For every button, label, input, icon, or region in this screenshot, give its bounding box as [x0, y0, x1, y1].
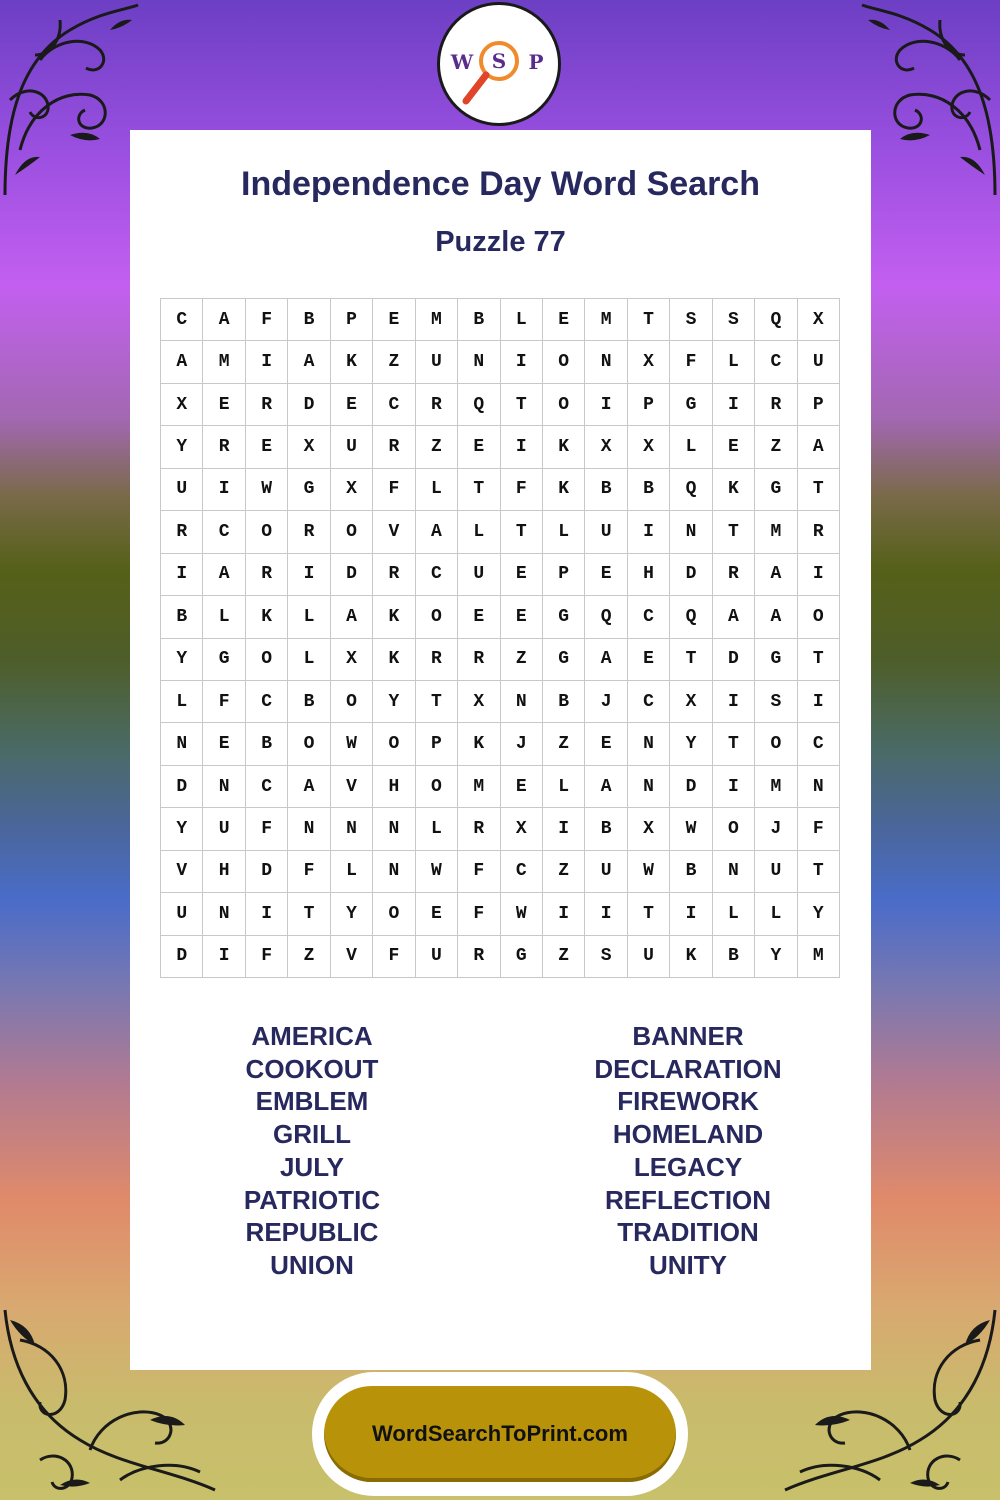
grid-cell: U	[585, 851, 627, 893]
grid-cell: K	[458, 723, 500, 765]
grid-cell: R	[203, 426, 245, 468]
grid-cell: O	[288, 723, 330, 765]
grid-cell: G	[501, 936, 543, 978]
grid-cell: D	[713, 639, 755, 681]
flourish-top-right-icon	[860, 0, 1000, 200]
grid-cell: U	[755, 851, 797, 893]
grid-cell: Z	[543, 936, 585, 978]
word-list-item: TRADITION	[617, 1217, 759, 1248]
grid-cell: N	[670, 511, 712, 553]
grid-cell: W	[416, 851, 458, 893]
grid-cell: F	[458, 851, 500, 893]
grid-cell: K	[713, 469, 755, 511]
grid-cell: I	[161, 554, 203, 596]
grid-cell: C	[628, 681, 670, 723]
grid-cell: G	[755, 469, 797, 511]
grid-cell: I	[713, 766, 755, 808]
grid-cell: Y	[331, 893, 373, 935]
grid-cell: R	[416, 639, 458, 681]
grid-cell: Z	[288, 936, 330, 978]
grid-cell: O	[373, 723, 415, 765]
grid-cell: Z	[755, 426, 797, 468]
grid-cell: M	[416, 299, 458, 341]
word-list-item: EMBLEM	[255, 1086, 369, 1117]
grid-cell: S	[670, 299, 712, 341]
grid-cell: T	[288, 893, 330, 935]
grid-cell: I	[246, 341, 288, 383]
grid-cell: X	[798, 299, 840, 341]
grid-cell: I	[713, 681, 755, 723]
grid-cell: T	[628, 893, 670, 935]
grid-cell: A	[203, 554, 245, 596]
grid-cell: I	[670, 893, 712, 935]
grid-cell: A	[288, 341, 330, 383]
grid-cell: U	[798, 341, 840, 383]
grid-cell: F	[203, 681, 245, 723]
grid-cell: Q	[670, 596, 712, 638]
grid-cell: K	[246, 596, 288, 638]
grid-cell: D	[288, 384, 330, 426]
grid-cell: U	[458, 554, 500, 596]
wsp-logo	[437, 2, 561, 126]
grid-cell: F	[246, 808, 288, 850]
grid-cell: I	[798, 554, 840, 596]
website-button[interactable]: WordSearchToPrint.com	[324, 1386, 676, 1482]
grid-cell: I	[246, 893, 288, 935]
grid-cell: Y	[670, 723, 712, 765]
grid-cell: E	[458, 596, 500, 638]
grid-cell: L	[713, 893, 755, 935]
grid-cell: C	[246, 681, 288, 723]
grid-cell: L	[755, 893, 797, 935]
letter-grid	[160, 298, 840, 978]
grid-cell: U	[585, 511, 627, 553]
logo-letter-p: P	[528, 50, 544, 74]
grid-cell: I	[798, 681, 840, 723]
grid-cell: A	[755, 554, 797, 596]
word-list-item: DECLARATION	[594, 1053, 782, 1084]
grid-cell: X	[331, 469, 373, 511]
word-list-item: REPUBLIC	[245, 1217, 379, 1248]
grid-cell: R	[373, 554, 415, 596]
grid-cell: L	[501, 299, 543, 341]
grid-cell: Q	[670, 469, 712, 511]
grid-cell: A	[798, 426, 840, 468]
grid-cell: N	[373, 851, 415, 893]
grid-cell: B	[585, 808, 627, 850]
grid-cell: M	[755, 511, 797, 553]
grid-cell: G	[288, 469, 330, 511]
grid-cell: X	[628, 426, 670, 468]
grid-cell: L	[288, 596, 330, 638]
grid-cell: N	[798, 766, 840, 808]
grid-cell: F	[798, 808, 840, 850]
grid-cell: Y	[161, 639, 203, 681]
grid-cell: T	[416, 681, 458, 723]
grid-cell: L	[288, 639, 330, 681]
grid-cell: C	[798, 723, 840, 765]
grid-cell: P	[798, 384, 840, 426]
grid-cell: D	[246, 851, 288, 893]
grid-cell: G	[670, 384, 712, 426]
grid-cell: I	[543, 808, 585, 850]
grid-cell: K	[543, 426, 585, 468]
grid-cell: C	[246, 766, 288, 808]
grid-cell: T	[501, 384, 543, 426]
grid-cell: H	[203, 851, 245, 893]
grid-cell: O	[798, 596, 840, 638]
grid-cell: E	[458, 426, 500, 468]
grid-cell: V	[161, 851, 203, 893]
grid-cell: V	[331, 936, 373, 978]
grid-cell: B	[288, 299, 330, 341]
grid-cell: N	[458, 341, 500, 383]
grid-cell: S	[585, 936, 627, 978]
grid-cell: N	[161, 723, 203, 765]
grid-cell: Q	[755, 299, 797, 341]
word-list-item: COOKOUT	[245, 1053, 379, 1084]
grid-cell: K	[543, 469, 585, 511]
grid-cell: R	[798, 511, 840, 553]
grid-cell: B	[585, 469, 627, 511]
grid-cell: X	[331, 639, 373, 681]
grid-cell: W	[670, 808, 712, 850]
grid-cell: K	[331, 341, 373, 383]
grid-cell: O	[246, 639, 288, 681]
grid-cell: R	[416, 384, 458, 426]
grid-cell: E	[501, 596, 543, 638]
grid-cell: R	[288, 511, 330, 553]
grid-cell: O	[543, 384, 585, 426]
grid-cell: N	[203, 893, 245, 935]
grid-cell: T	[628, 299, 670, 341]
grid-cell: U	[203, 808, 245, 850]
grid-cell: T	[798, 639, 840, 681]
grid-cell: A	[755, 596, 797, 638]
grid-cell: B	[458, 299, 500, 341]
grid-cell: B	[246, 723, 288, 765]
grid-cell: Z	[416, 426, 458, 468]
grid-cell: E	[543, 299, 585, 341]
grid-cell: G	[755, 639, 797, 681]
grid-cell: A	[585, 639, 627, 681]
grid-cell: R	[458, 639, 500, 681]
word-list-item: LEGACY	[633, 1151, 743, 1182]
grid-cell: J	[585, 681, 627, 723]
grid-cell: E	[585, 554, 627, 596]
grid-cell: R	[246, 384, 288, 426]
word-list-item: HOMELAND	[612, 1119, 764, 1150]
grid-cell: B	[161, 596, 203, 638]
grid-cell: R	[373, 426, 415, 468]
puzzle-number: Puzzle 77	[435, 226, 566, 258]
grid-cell: E	[628, 639, 670, 681]
grid-cell: T	[713, 511, 755, 553]
page-title: Independence Day Word Search	[241, 165, 760, 203]
grid-cell: F	[458, 893, 500, 935]
grid-cell: F	[288, 851, 330, 893]
grid-cell: E	[713, 426, 755, 468]
grid-cell: O	[331, 681, 373, 723]
grid-cell: D	[670, 766, 712, 808]
grid-cell: I	[203, 469, 245, 511]
grid-cell: Z	[543, 851, 585, 893]
grid-cell: P	[628, 384, 670, 426]
grid-cell: X	[585, 426, 627, 468]
grid-cell: G	[543, 639, 585, 681]
grid-cell: H	[628, 554, 670, 596]
grid-cell: R	[161, 511, 203, 553]
grid-cell: I	[628, 511, 670, 553]
grid-cell: N	[585, 341, 627, 383]
grid-cell: X	[628, 808, 670, 850]
grid-cell: X	[288, 426, 330, 468]
grid-cell: A	[585, 766, 627, 808]
grid-cell: O	[246, 511, 288, 553]
grid-cell: K	[373, 596, 415, 638]
grid-cell: I	[585, 893, 627, 935]
word-list-item: PATRIOTIC	[243, 1184, 381, 1215]
grid-cell: N	[628, 723, 670, 765]
grid-cell: L	[416, 808, 458, 850]
grid-cell: P	[416, 723, 458, 765]
grid-cell: O	[416, 596, 458, 638]
grid-cell: E	[501, 766, 543, 808]
grid-cell: S	[713, 299, 755, 341]
grid-cell: G	[543, 596, 585, 638]
grid-cell: X	[670, 681, 712, 723]
grid-cell: F	[373, 469, 415, 511]
grid-cell: U	[161, 893, 203, 935]
grid-cell: L	[543, 766, 585, 808]
grid-cell: B	[670, 851, 712, 893]
grid-cell: A	[331, 596, 373, 638]
grid-cell: S	[755, 681, 797, 723]
grid-cell: C	[203, 511, 245, 553]
puzzle-card	[130, 130, 871, 1370]
grid-cell: G	[203, 639, 245, 681]
grid-cell: L	[543, 511, 585, 553]
grid-cell: L	[203, 596, 245, 638]
grid-cell: B	[628, 469, 670, 511]
grid-cell: U	[628, 936, 670, 978]
grid-cell: D	[331, 554, 373, 596]
grid-cell: T	[501, 511, 543, 553]
word-list-item: FIREWORK	[617, 1086, 759, 1117]
grid-cell: F	[373, 936, 415, 978]
grid-cell: N	[501, 681, 543, 723]
grid-cell: M	[755, 766, 797, 808]
grid-cell: T	[713, 723, 755, 765]
grid-cell: I	[585, 384, 627, 426]
grid-cell: X	[161, 384, 203, 426]
magnifier-logo-icon	[444, 9, 554, 119]
grid-cell: N	[288, 808, 330, 850]
grid-cell: M	[203, 341, 245, 383]
flourish-top-left-icon	[0, 0, 140, 200]
grid-cell: W	[331, 723, 373, 765]
logo-letter-w: W	[450, 50, 474, 74]
grid-cell: X	[501, 808, 543, 850]
grid-cell: N	[373, 808, 415, 850]
grid-cell: L	[713, 341, 755, 383]
grid-cell: Y	[161, 808, 203, 850]
grid-cell: R	[458, 808, 500, 850]
grid-cell: L	[331, 851, 373, 893]
word-list-item: JULY	[279, 1151, 345, 1182]
grid-cell: M	[585, 299, 627, 341]
grid-cell: M	[798, 936, 840, 978]
grid-cell: V	[373, 511, 415, 553]
grid-cell: J	[501, 723, 543, 765]
grid-cell: C	[628, 596, 670, 638]
grid-cell: O	[543, 341, 585, 383]
word-list-item: UNITY	[649, 1249, 727, 1280]
grid-cell: A	[288, 766, 330, 808]
grid-cell: E	[501, 554, 543, 596]
word-list-left	[152, 1020, 472, 1282]
grid-cell: Q	[585, 596, 627, 638]
word-list-item: UNION	[270, 1249, 354, 1280]
word-list-right	[528, 1020, 848, 1282]
grid-cell: E	[373, 299, 415, 341]
grid-cell: A	[713, 596, 755, 638]
grid-cell: N	[331, 808, 373, 850]
grid-cell: V	[331, 766, 373, 808]
grid-cell: T	[670, 639, 712, 681]
grid-cell: Y	[373, 681, 415, 723]
grid-cell: C	[416, 554, 458, 596]
grid-cell: N	[628, 766, 670, 808]
grid-cell: W	[246, 469, 288, 511]
grid-cell: E	[331, 384, 373, 426]
word-list-item: BANNER	[632, 1021, 744, 1051]
grid-cell: O	[331, 511, 373, 553]
grid-cell: E	[246, 426, 288, 468]
grid-cell: Z	[543, 723, 585, 765]
grid-cell: H	[373, 766, 415, 808]
grid-cell: X	[458, 681, 500, 723]
grid-cell: I	[203, 936, 245, 978]
grid-cell: W	[501, 893, 543, 935]
grid-cell: P	[543, 554, 585, 596]
grid-cell: T	[458, 469, 500, 511]
word-list-item: REFLECTION	[604, 1184, 772, 1215]
grid-cell: B	[543, 681, 585, 723]
grid-cell: B	[713, 936, 755, 978]
grid-cell: R	[458, 936, 500, 978]
grid-cell: E	[585, 723, 627, 765]
grid-cell: U	[416, 341, 458, 383]
grid-cell: O	[755, 723, 797, 765]
grid-cell: C	[755, 341, 797, 383]
grid-cell: C	[501, 851, 543, 893]
grid-cell: O	[713, 808, 755, 850]
grid-cell: N	[203, 766, 245, 808]
word-list-item: AMERICA	[251, 1021, 373, 1051]
grid-cell: Q	[458, 384, 500, 426]
grid-cell: R	[755, 384, 797, 426]
grid-cell: E	[203, 384, 245, 426]
grid-cell: K	[670, 936, 712, 978]
grid-cell: L	[670, 426, 712, 468]
grid-cell: F	[670, 341, 712, 383]
grid-cell: O	[416, 766, 458, 808]
grid-cell: X	[628, 341, 670, 383]
grid-cell: Y	[161, 426, 203, 468]
word-list-item: GRILL	[273, 1119, 351, 1150]
grid-cell: R	[246, 554, 288, 596]
grid-cell: I	[543, 893, 585, 935]
grid-cell: R	[713, 554, 755, 596]
grid-cell: I	[501, 426, 543, 468]
grid-cell: P	[331, 299, 373, 341]
grid-cell: B	[288, 681, 330, 723]
grid-cell: D	[161, 936, 203, 978]
grid-cell: D	[161, 766, 203, 808]
grid-cell: A	[203, 299, 245, 341]
grid-cell: C	[161, 299, 203, 341]
grid-cell: O	[373, 893, 415, 935]
grid-cell: D	[670, 554, 712, 596]
grid-cell: E	[203, 723, 245, 765]
grid-cell: N	[713, 851, 755, 893]
grid-cell: M	[458, 766, 500, 808]
grid-cell: W	[628, 851, 670, 893]
grid-cell: A	[416, 511, 458, 553]
grid-cell: F	[501, 469, 543, 511]
grid-cell: T	[798, 469, 840, 511]
footer-badge	[312, 1372, 688, 1496]
grid-cell: K	[373, 639, 415, 681]
grid-cell: J	[755, 808, 797, 850]
grid-cell: E	[416, 893, 458, 935]
grid-cell: I	[713, 384, 755, 426]
grid-cell: L	[161, 681, 203, 723]
grid-cell: Z	[373, 341, 415, 383]
grid-cell: F	[246, 299, 288, 341]
grid-cell: Z	[501, 639, 543, 681]
grid-cell: U	[331, 426, 373, 468]
grid-cell: I	[288, 554, 330, 596]
grid-cell: I	[501, 341, 543, 383]
grid-cell: C	[373, 384, 415, 426]
grid-cell: L	[416, 469, 458, 511]
grid-cell: U	[161, 469, 203, 511]
grid-cell: F	[246, 936, 288, 978]
grid-cell: U	[416, 936, 458, 978]
grid-cell: A	[161, 341, 203, 383]
grid-cell: Y	[755, 936, 797, 978]
grid-cell: L	[458, 511, 500, 553]
grid-cell: T	[798, 851, 840, 893]
grid-cell: Y	[798, 893, 840, 935]
logo-letter-s: S	[491, 49, 507, 73]
